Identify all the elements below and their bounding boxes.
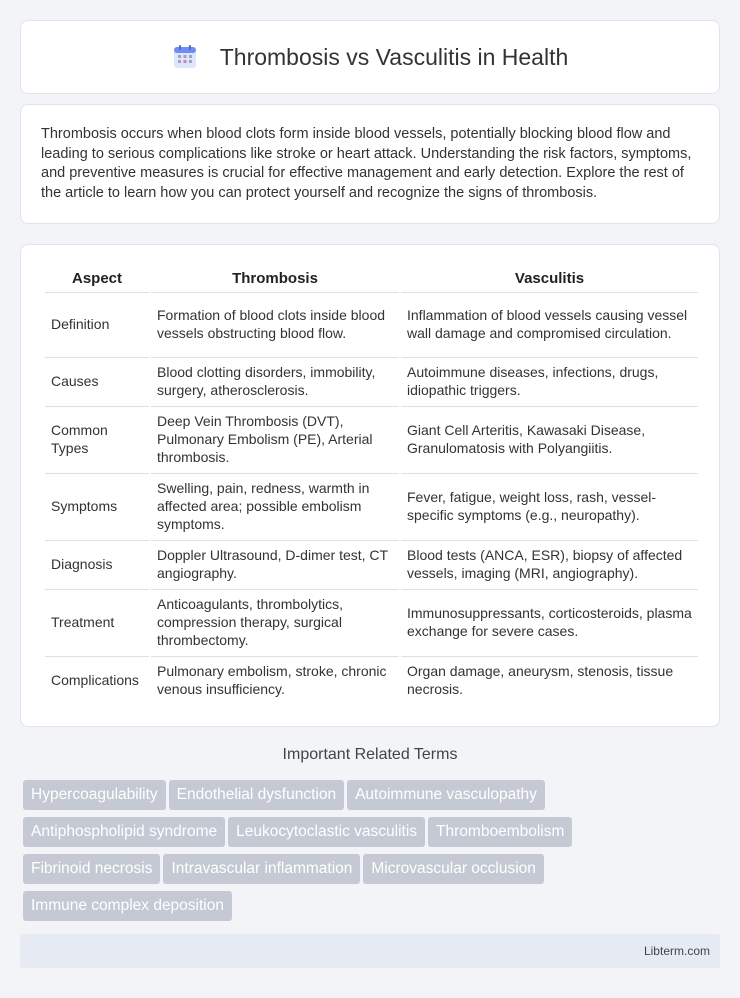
row-aspect: Treatment [45,589,149,654]
related-term-tag[interactable]: Intravascular inflammation [163,854,360,884]
related-term-tag[interactable]: Thromboembolism [428,817,572,847]
related-term-tag[interactable]: Microvascular occlusion [363,854,544,884]
row-vasculitis: Inflammation of blood vessels causing vessel wall damage and compromised circulation. [401,292,698,355]
related-term-tag[interactable]: Antiphospholipid syndrome [23,817,225,847]
header-thrombosis: Thrombosis [232,270,318,287]
title-card [20,20,720,94]
row-vasculitis: Giant Cell Arteritis, Kawasaki Disease, Granulomatosis with Polyangiitis. [401,406,698,471]
related-term-tag[interactable]: Endothelial dysfunction [169,780,344,810]
table-row [45,406,698,471]
row-vasculitis: Fever, fatigue, weight loss, rash, vessel-specific symptoms (e.g., neuropathy). [401,473,698,538]
footer-brand[interactable]: Libterm.com [643,944,710,958]
table-header-row [45,267,698,290]
intro-text: Thrombosis occurs when blood clots form inside blood vessels, potentially blocking blood flow and leading to serious complications like stroke or heart attack. Understanding the risk factors, symptoms, and preventive measures is crucial for effective management and early detection. Explore the rest of the article to learn how you can protect yourself and recognize the signs of thrombosis. [41,126,692,201]
related-terms-list [23,780,723,928]
row-thrombosis: Doppler Ultrasound, D-dimer test, CT angiography. [151,540,399,587]
row-thrombosis: Blood clotting disorders, immobility, surgery, atherosclerosis. [151,357,399,404]
intro-card [20,104,720,224]
header-aspect: Aspect [71,270,123,287]
row-aspect: Symptoms [45,473,149,538]
row-vasculitis: Organ damage, aneurysm, stenosis, tissue necrosis. [401,656,698,703]
comparison-table [43,265,700,705]
related-term-tag[interactable]: Autoimmune vasculopathy [347,780,545,810]
table-row [45,357,698,404]
table-row [45,656,698,703]
row-thrombosis: Swelling, pain, redness, warmth in affected area; possible embolism symptoms. [151,473,399,538]
row-thrombosis: Pulmonary embolism, stroke, chronic venous insufficiency. [151,656,399,703]
table-row [45,589,698,654]
footer [20,934,720,968]
related-term-tag[interactable]: Fibrinoid necrosis [23,854,160,884]
page-title: Thrombosis vs Vasculitis in Health [219,43,569,70]
header-vasculitis: Vasculitis [514,270,585,287]
row-aspect: Common Types [45,406,149,471]
row-aspect: Causes [45,357,149,404]
related-term-tag[interactable]: Leukocytoclastic vasculitis [228,817,425,847]
related-term-tag[interactable]: Hypercoagulability [23,780,166,810]
related-term-tag[interactable]: Immune complex deposition [23,891,232,921]
row-vasculitis: Autoimmune diseases, infections, drugs, idiopathic triggers. [401,357,698,404]
table-row [45,473,698,538]
comparison-card [20,244,720,727]
row-vasculitis: Immunosuppressants, corticosteroids, plasma exchange for severe cases. [401,589,698,654]
row-thrombosis: Deep Vein Thrombosis (DVT), Pulmonary Embolism (PE), Arterial thrombosis. [151,406,399,471]
related-terms-title: Important Related Terms [282,746,458,763]
row-vasculitis: Blood tests (ANCA, ESR), biopsy of affected vessels, imaging (MRI, angiography). [401,540,698,587]
table-row [45,540,698,587]
row-thrombosis: Anticoagulants, thrombolytics, compression therapy, surgical thrombectomy. [151,589,399,654]
row-aspect: Diagnosis [45,540,149,587]
table-row [45,292,698,355]
row-aspect: Definition [45,292,149,355]
row-aspect: Complications [45,656,149,703]
calendar-icon [172,44,198,70]
row-thrombosis: Formation of blood clots inside blood vessels obstructing blood flow. [151,292,399,355]
